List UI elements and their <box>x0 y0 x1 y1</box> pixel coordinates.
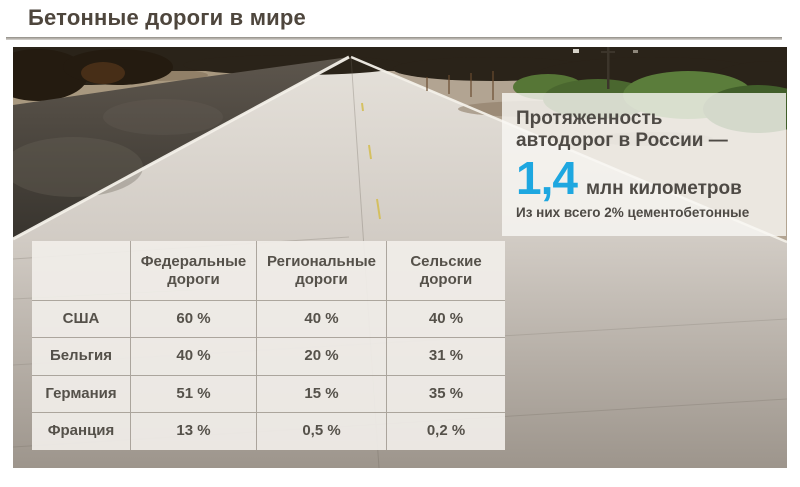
table-column-header: Федеральные дороги <box>131 241 257 301</box>
table-cell: 0,2 % <box>426 422 466 440</box>
table-row-header: Франция <box>32 413 131 450</box>
info-heading-line2: автодорог в России — <box>516 130 728 151</box>
table-cell: 20 % <box>257 338 387 375</box>
title-divider <box>6 37 782 40</box>
table-cell: 40 % <box>131 338 257 375</box>
table-cell: 51 % <box>131 376 257 413</box>
table-cell: 60 % <box>131 301 257 338</box>
table-cell: 31 % <box>387 338 505 375</box>
table-cell: 13 % <box>131 413 257 450</box>
page-title: Бетонные дороги в мире <box>28 5 306 30</box>
table-cell: 15 % <box>257 376 387 413</box>
table-column-header: Региональные дороги <box>257 241 387 301</box>
info-big-unit: млн километров <box>585 178 742 199</box>
info-box <box>502 93 786 236</box>
road-photo <box>13 47 787 468</box>
table-cell: 40 % <box>257 301 387 338</box>
info-big-row <box>516 152 772 204</box>
table-row-header: США <box>32 301 131 338</box>
table-cell: 0,5 % <box>257 413 387 450</box>
table-row-header: Германия <box>32 376 131 413</box>
table-column-header: Сельские дороги <box>387 241 505 301</box>
table-corner-cell <box>32 241 131 301</box>
table-cell: 35 % <box>387 376 505 413</box>
info-note: Из них всего 2% цементобетонные <box>516 205 750 220</box>
info-heading-line1: Протяженность <box>516 108 663 129</box>
table-cell: 40 % <box>387 301 505 338</box>
table-row-header: Бельгия <box>32 338 131 375</box>
stats-table <box>32 241 505 450</box>
info-big-value: 1,4 <box>516 152 577 204</box>
